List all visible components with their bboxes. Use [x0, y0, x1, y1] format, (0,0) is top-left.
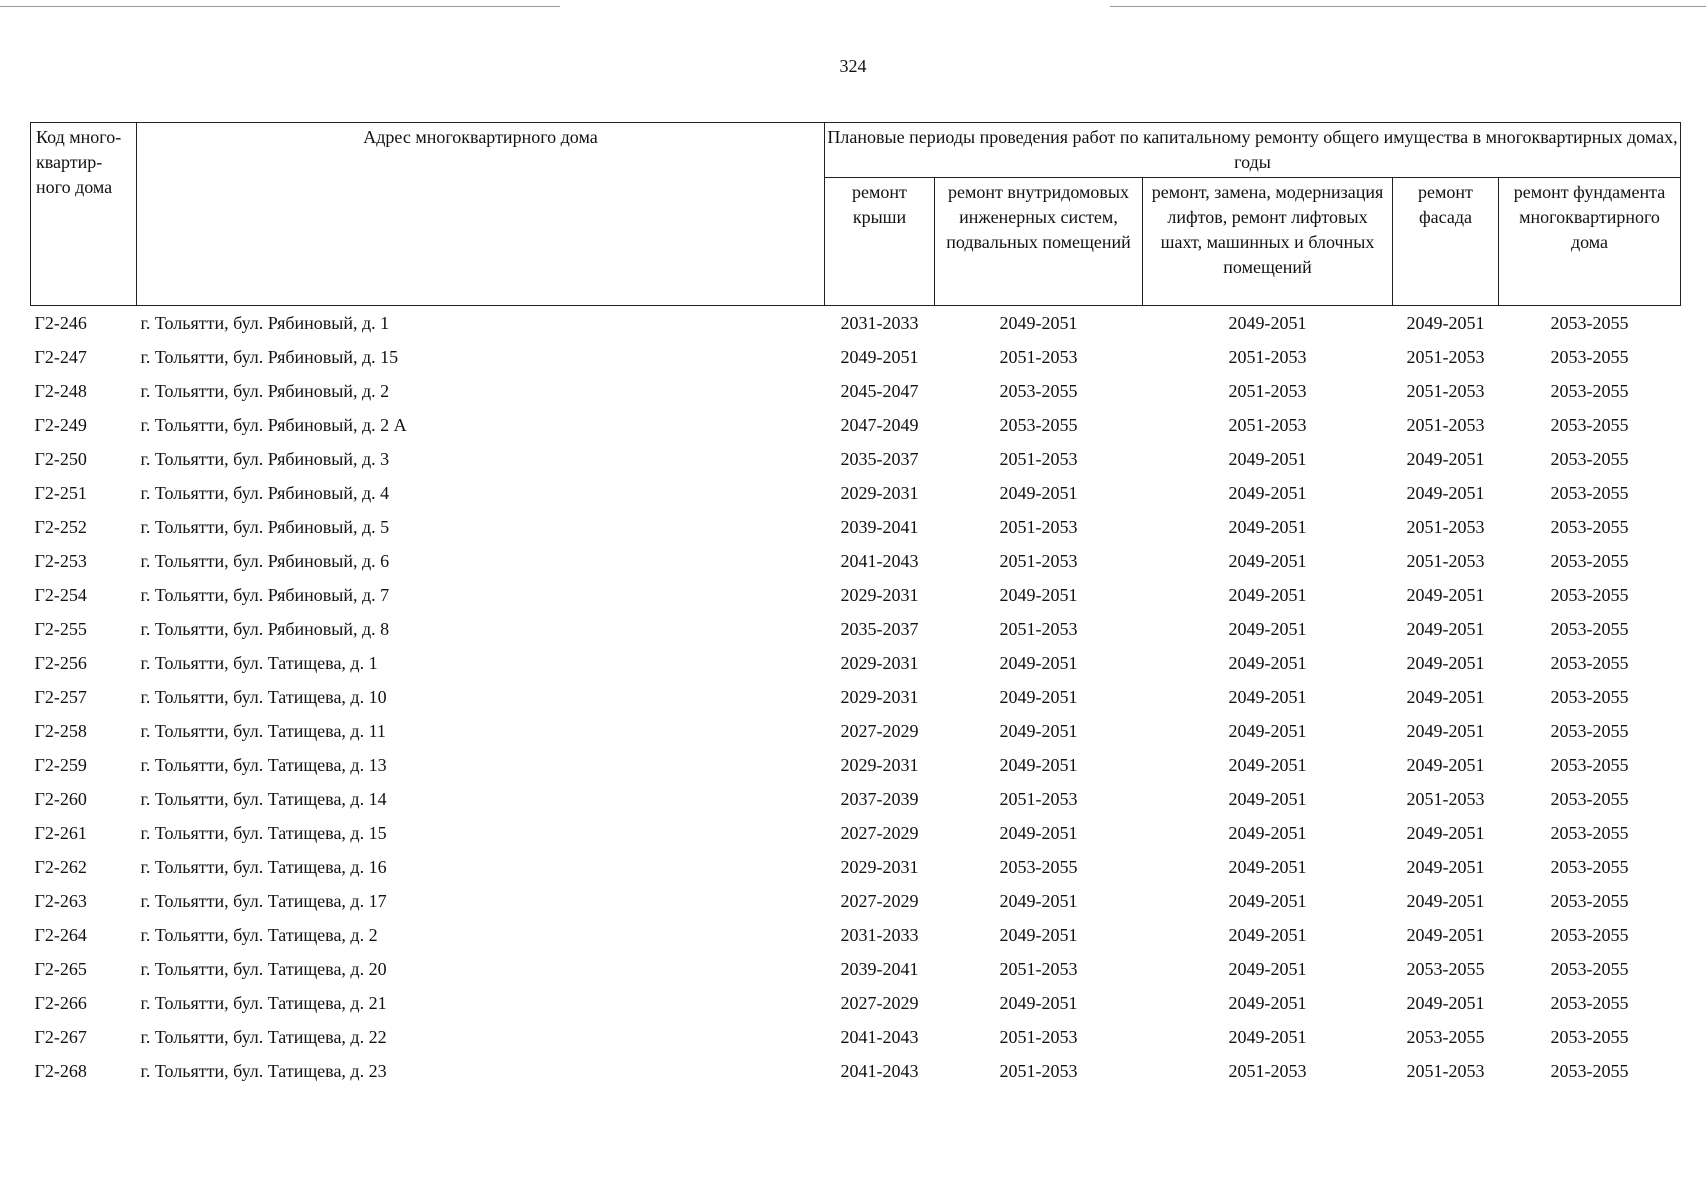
cell-address: г. Тольятти, бул. Татищева, д. 13 — [140, 755, 387, 775]
cell-address: г. Тольятти, бул. Татищева, д. 16 — [140, 857, 387, 877]
cell-facade: 2049-2051 — [1406, 891, 1485, 911]
table-row — [31, 1020, 1681, 1054]
cell-foundation: 2053-2055 — [1550, 1061, 1629, 1081]
cell-engineering: 2049-2051 — [999, 755, 1078, 775]
header-row-top — [31, 123, 1681, 178]
cell-foundation: 2053-2055 — [1550, 789, 1629, 809]
cell-roof: 2039-2041 — [840, 959, 919, 979]
cell-code: Г2-257 — [34, 687, 87, 707]
cell-code: Г2-246 — [34, 313, 87, 333]
cell-facade: 2051-2053 — [1406, 1061, 1485, 1081]
cell-elevators: 2049-2051 — [1228, 313, 1307, 333]
cell-address: г. Тольятти, бул. Татищева, д. 15 — [140, 823, 387, 843]
table-row — [31, 646, 1681, 680]
table-row — [31, 782, 1681, 816]
cell-facade: 2049-2051 — [1406, 585, 1485, 605]
header-facade: ремонт фасада — [1393, 178, 1499, 306]
cell-facade: 2049-2051 — [1406, 687, 1485, 707]
cell-code: Г2-265 — [34, 959, 87, 979]
cell-code: Г2-249 — [34, 415, 87, 435]
table-row — [31, 612, 1681, 646]
cell-roof: 2027-2029 — [840, 891, 919, 911]
page-number: 324 — [839, 56, 867, 76]
header-address: Адрес многоквартирного дома — [137, 123, 825, 306]
table-row — [31, 578, 1681, 612]
cell-foundation: 2053-2055 — [1550, 823, 1629, 843]
cell-elevators: 2049-2051 — [1228, 619, 1307, 639]
cell-elevators: 2049-2051 — [1228, 483, 1307, 503]
cell-elevators: 2049-2051 — [1228, 449, 1307, 469]
cell-roof: 2029-2031 — [840, 857, 919, 877]
table-body — [31, 306, 1681, 1089]
cell-foundation: 2053-2055 — [1550, 925, 1629, 945]
cell-facade: 2051-2053 — [1406, 381, 1485, 401]
cell-facade: 2049-2051 — [1406, 823, 1485, 843]
cell-engineering: 2049-2051 — [999, 483, 1078, 503]
cell-roof: 2041-2043 — [840, 1061, 919, 1081]
cell-engineering: 2049-2051 — [999, 891, 1078, 911]
cell-facade: 2051-2053 — [1406, 517, 1485, 537]
cell-address: г. Тольятти, бул. Татищева, д. 2 — [140, 925, 378, 945]
cell-roof: 2029-2031 — [840, 653, 919, 673]
cell-engineering: 2049-2051 — [999, 653, 1078, 673]
cell-engineering: 2051-2053 — [999, 1061, 1078, 1081]
table-row — [31, 714, 1681, 748]
cell-engineering: 2053-2055 — [999, 381, 1078, 401]
cell-foundation: 2053-2055 — [1550, 347, 1629, 367]
cell-address: г. Тольятти, бул. Рябиновый, д. 7 — [140, 585, 390, 605]
cell-foundation: 2053-2055 — [1550, 517, 1629, 537]
cell-engineering: 2049-2051 — [999, 925, 1078, 945]
cell-code: Г2-263 — [34, 891, 87, 911]
cell-facade: 2053-2055 — [1406, 959, 1485, 979]
cell-facade: 2049-2051 — [1406, 857, 1485, 877]
cell-code: Г2-259 — [34, 755, 87, 775]
cell-foundation: 2053-2055 — [1550, 381, 1629, 401]
cell-engineering: 2051-2053 — [999, 789, 1078, 809]
cell-foundation: 2053-2055 — [1550, 755, 1629, 775]
cell-elevators: 2049-2051 — [1228, 925, 1307, 945]
cell-elevators: 2049-2051 — [1228, 721, 1307, 741]
cell-code: Г2-258 — [34, 721, 87, 741]
cell-foundation: 2053-2055 — [1550, 857, 1629, 877]
cell-address: г. Тольятти, бул. Татищева, д. 22 — [140, 1027, 387, 1047]
cell-code: Г2-264 — [34, 925, 87, 945]
cell-facade: 2051-2053 — [1406, 347, 1485, 367]
header-roof: ремонт крыши — [825, 178, 935, 306]
cell-roof: 2029-2031 — [840, 755, 919, 775]
cell-elevators: 2049-2051 — [1228, 959, 1307, 979]
cell-roof: 2027-2029 — [840, 993, 919, 1013]
cell-elevators: 2051-2053 — [1228, 415, 1307, 435]
cell-address: г. Тольятти, бул. Татищева, д. 20 — [140, 959, 387, 979]
table-row — [31, 952, 1681, 986]
cell-address: г. Тольятти, бул. Рябиновый, д. 15 — [140, 347, 399, 367]
cell-foundation: 2053-2055 — [1550, 415, 1629, 435]
cell-address: г. Тольятти, бул. Рябиновый, д. 1 — [140, 313, 390, 333]
cell-roof: 2047-2049 — [840, 415, 919, 435]
table-row — [31, 544, 1681, 578]
cell-address: г. Тольятти, бул. Рябиновый, д. 3 — [140, 449, 390, 469]
cell-facade: 2051-2053 — [1406, 415, 1485, 435]
cell-facade: 2053-2055 — [1406, 1027, 1485, 1047]
cell-elevators: 2049-2051 — [1228, 857, 1307, 877]
cell-roof: 2039-2041 — [840, 517, 919, 537]
header-foundation: ремонт фундамента многоквартирного дома — [1499, 178, 1681, 306]
header-engineering: ремонт внутридомовых инженерных систем, подвальных помещений — [935, 178, 1143, 306]
header-periods-group: Плановые периоды проведения работ по капитальному ремонту общего имущества в многоквартирных домах, годы — [825, 123, 1681, 178]
cell-code: Г2-268 — [34, 1061, 87, 1081]
cell-engineering: 2051-2053 — [999, 959, 1078, 979]
cell-code: Г2-250 — [34, 449, 87, 469]
cell-roof: 2037-2039 — [840, 789, 919, 809]
cell-engineering: 2049-2051 — [999, 721, 1078, 741]
cell-code: Г2-251 — [34, 483, 87, 503]
cell-code: Г2-247 — [34, 347, 87, 367]
cell-elevators: 2049-2051 — [1228, 789, 1307, 809]
cell-foundation: 2053-2055 — [1550, 449, 1629, 469]
cell-code: Г2-252 — [34, 517, 87, 537]
cell-code: Г2-248 — [34, 381, 87, 401]
cell-code: Г2-260 — [34, 789, 87, 809]
cell-elevators: 2049-2051 — [1228, 585, 1307, 605]
cell-roof: 2035-2037 — [840, 449, 919, 469]
cell-foundation: 2053-2055 — [1550, 585, 1629, 605]
cell-foundation: 2053-2055 — [1550, 483, 1629, 503]
cell-elevators: 2049-2051 — [1228, 891, 1307, 911]
table-header — [31, 123, 1681, 306]
cell-engineering: 2053-2055 — [999, 415, 1078, 435]
cell-address: г. Тольятти, бул. Татищева, д. 23 — [140, 1061, 387, 1081]
table-row — [31, 816, 1681, 850]
cell-facade: 2049-2051 — [1406, 721, 1485, 741]
table-row — [31, 476, 1681, 510]
cell-facade: 2049-2051 — [1406, 925, 1485, 945]
cell-elevators: 2051-2053 — [1228, 1061, 1307, 1081]
cell-elevators: 2049-2051 — [1228, 551, 1307, 571]
cell-facade: 2049-2051 — [1406, 483, 1485, 503]
cell-roof: 2027-2029 — [840, 823, 919, 843]
cell-engineering: 2051-2053 — [999, 619, 1078, 639]
cell-address: г. Тольятти, бул. Татищева, д. 11 — [140, 721, 386, 741]
cell-elevators: 2049-2051 — [1228, 1027, 1307, 1047]
cell-code: Г2-266 — [34, 993, 87, 1013]
cell-address: г. Тольятти, бул. Татищева, д. 17 — [140, 891, 387, 911]
cell-engineering: 2053-2055 — [999, 857, 1078, 877]
table-row — [31, 850, 1681, 884]
table-row — [31, 918, 1681, 952]
table-row — [31, 986, 1681, 1020]
cell-elevators: 2049-2051 — [1228, 687, 1307, 707]
cell-facade: 2049-2051 — [1406, 653, 1485, 673]
cell-code: Г2-256 — [34, 653, 87, 673]
cell-engineering: 2051-2053 — [999, 347, 1078, 367]
cell-roof: 2049-2051 — [840, 347, 919, 367]
cell-address: г. Тольятти, бул. Татищева, д. 14 — [140, 789, 387, 809]
cell-elevators: 2049-2051 — [1228, 993, 1307, 1013]
cell-engineering: 2051-2053 — [999, 551, 1078, 571]
cell-roof: 2031-2033 — [840, 925, 919, 945]
cell-facade: 2049-2051 — [1406, 755, 1485, 775]
cell-foundation: 2053-2055 — [1550, 993, 1629, 1013]
cell-foundation: 2053-2055 — [1550, 653, 1629, 673]
scan-edge-line-left — [0, 6, 560, 7]
cell-engineering: 2049-2051 — [999, 585, 1078, 605]
cell-roof: 2027-2029 — [840, 721, 919, 741]
cell-code: Г2-261 — [34, 823, 87, 843]
header-elevators: ремонт, замена, модернизация лифтов, ремонт лифтовых шахт, машинных и блочных помещений — [1143, 178, 1393, 306]
cell-engineering: 2051-2053 — [999, 449, 1078, 469]
table-row — [31, 884, 1681, 918]
cell-roof: 2029-2031 — [840, 483, 919, 503]
cell-code: Г2-267 — [34, 1027, 87, 1047]
cell-elevators: 2049-2051 — [1228, 653, 1307, 673]
cell-elevators: 2049-2051 — [1228, 755, 1307, 775]
table-row — [31, 340, 1681, 374]
cell-foundation: 2053-2055 — [1550, 721, 1629, 741]
cell-foundation: 2053-2055 — [1550, 687, 1629, 707]
cell-roof: 2041-2043 — [840, 551, 919, 571]
cell-address: г. Тольятти, бул. Татищева, д. 10 — [140, 687, 387, 707]
table-row — [31, 306, 1681, 341]
cell-code: Г2-255 — [34, 619, 87, 639]
table-row — [31, 510, 1681, 544]
cell-facade: 2049-2051 — [1406, 993, 1485, 1013]
cell-elevators: 2049-2051 — [1228, 823, 1307, 843]
cell-elevators: 2051-2053 — [1228, 381, 1307, 401]
header-code: Код много-квартир-ного дома — [31, 123, 137, 306]
table-row — [31, 1054, 1681, 1088]
cell-address: г. Тольятти, бул. Рябиновый, д. 6 — [140, 551, 390, 571]
cell-roof: 2045-2047 — [840, 381, 919, 401]
table-row — [31, 408, 1681, 442]
cell-roof: 2031-2033 — [840, 313, 919, 333]
cell-address: г. Тольятти, бул. Рябиновый, д. 2 — [140, 381, 390, 401]
cell-facade: 2051-2053 — [1406, 551, 1485, 571]
cell-engineering: 2049-2051 — [999, 823, 1078, 843]
cell-foundation: 2053-2055 — [1550, 959, 1629, 979]
cell-facade: 2049-2051 — [1406, 313, 1485, 333]
cell-roof: 2041-2043 — [840, 1027, 919, 1047]
cell-code: Г2-262 — [34, 857, 87, 877]
cell-foundation: 2053-2055 — [1550, 619, 1629, 639]
cell-facade: 2049-2051 — [1406, 449, 1485, 469]
table-row — [31, 748, 1681, 782]
cell-address: г. Тольятти, бул. Рябиновый, д. 8 — [140, 619, 390, 639]
cell-code: Г2-254 — [34, 585, 87, 605]
cell-engineering: 2051-2053 — [999, 517, 1078, 537]
cell-elevators: 2049-2051 — [1228, 517, 1307, 537]
cell-elevators: 2051-2053 — [1228, 347, 1307, 367]
table-row — [31, 680, 1681, 714]
repair-schedule-table — [30, 122, 1681, 1088]
cell-address: г. Тольятти, бул. Татищева, д. 1 — [140, 653, 378, 673]
cell-roof: 2029-2031 — [840, 687, 919, 707]
cell-engineering: 2049-2051 — [999, 687, 1078, 707]
cell-foundation: 2053-2055 — [1550, 891, 1629, 911]
cell-roof: 2029-2031 — [840, 585, 919, 605]
cell-foundation: 2053-2055 — [1550, 551, 1629, 571]
cell-address: г. Тольятти, бул. Рябиновый, д. 2 А — [140, 415, 407, 435]
cell-roof: 2035-2037 — [840, 619, 919, 639]
table-row — [31, 374, 1681, 408]
scan-edge-line-right — [1110, 6, 1706, 7]
cell-foundation: 2053-2055 — [1550, 313, 1629, 333]
cell-engineering: 2051-2053 — [999, 1027, 1078, 1047]
cell-engineering: 2049-2051 — [999, 993, 1078, 1013]
cell-engineering: 2049-2051 — [999, 313, 1078, 333]
cell-address: г. Тольятти, бул. Татищева, д. 21 — [140, 993, 387, 1013]
cell-facade: 2051-2053 — [1406, 789, 1485, 809]
cell-facade: 2049-2051 — [1406, 619, 1485, 639]
cell-code: Г2-253 — [34, 551, 87, 571]
cell-foundation: 2053-2055 — [1550, 1027, 1629, 1047]
cell-address: г. Тольятти, бул. Рябиновый, д. 4 — [140, 483, 390, 503]
table-row — [31, 442, 1681, 476]
cell-address: г. Тольятти, бул. Рябиновый, д. 5 — [140, 517, 390, 537]
